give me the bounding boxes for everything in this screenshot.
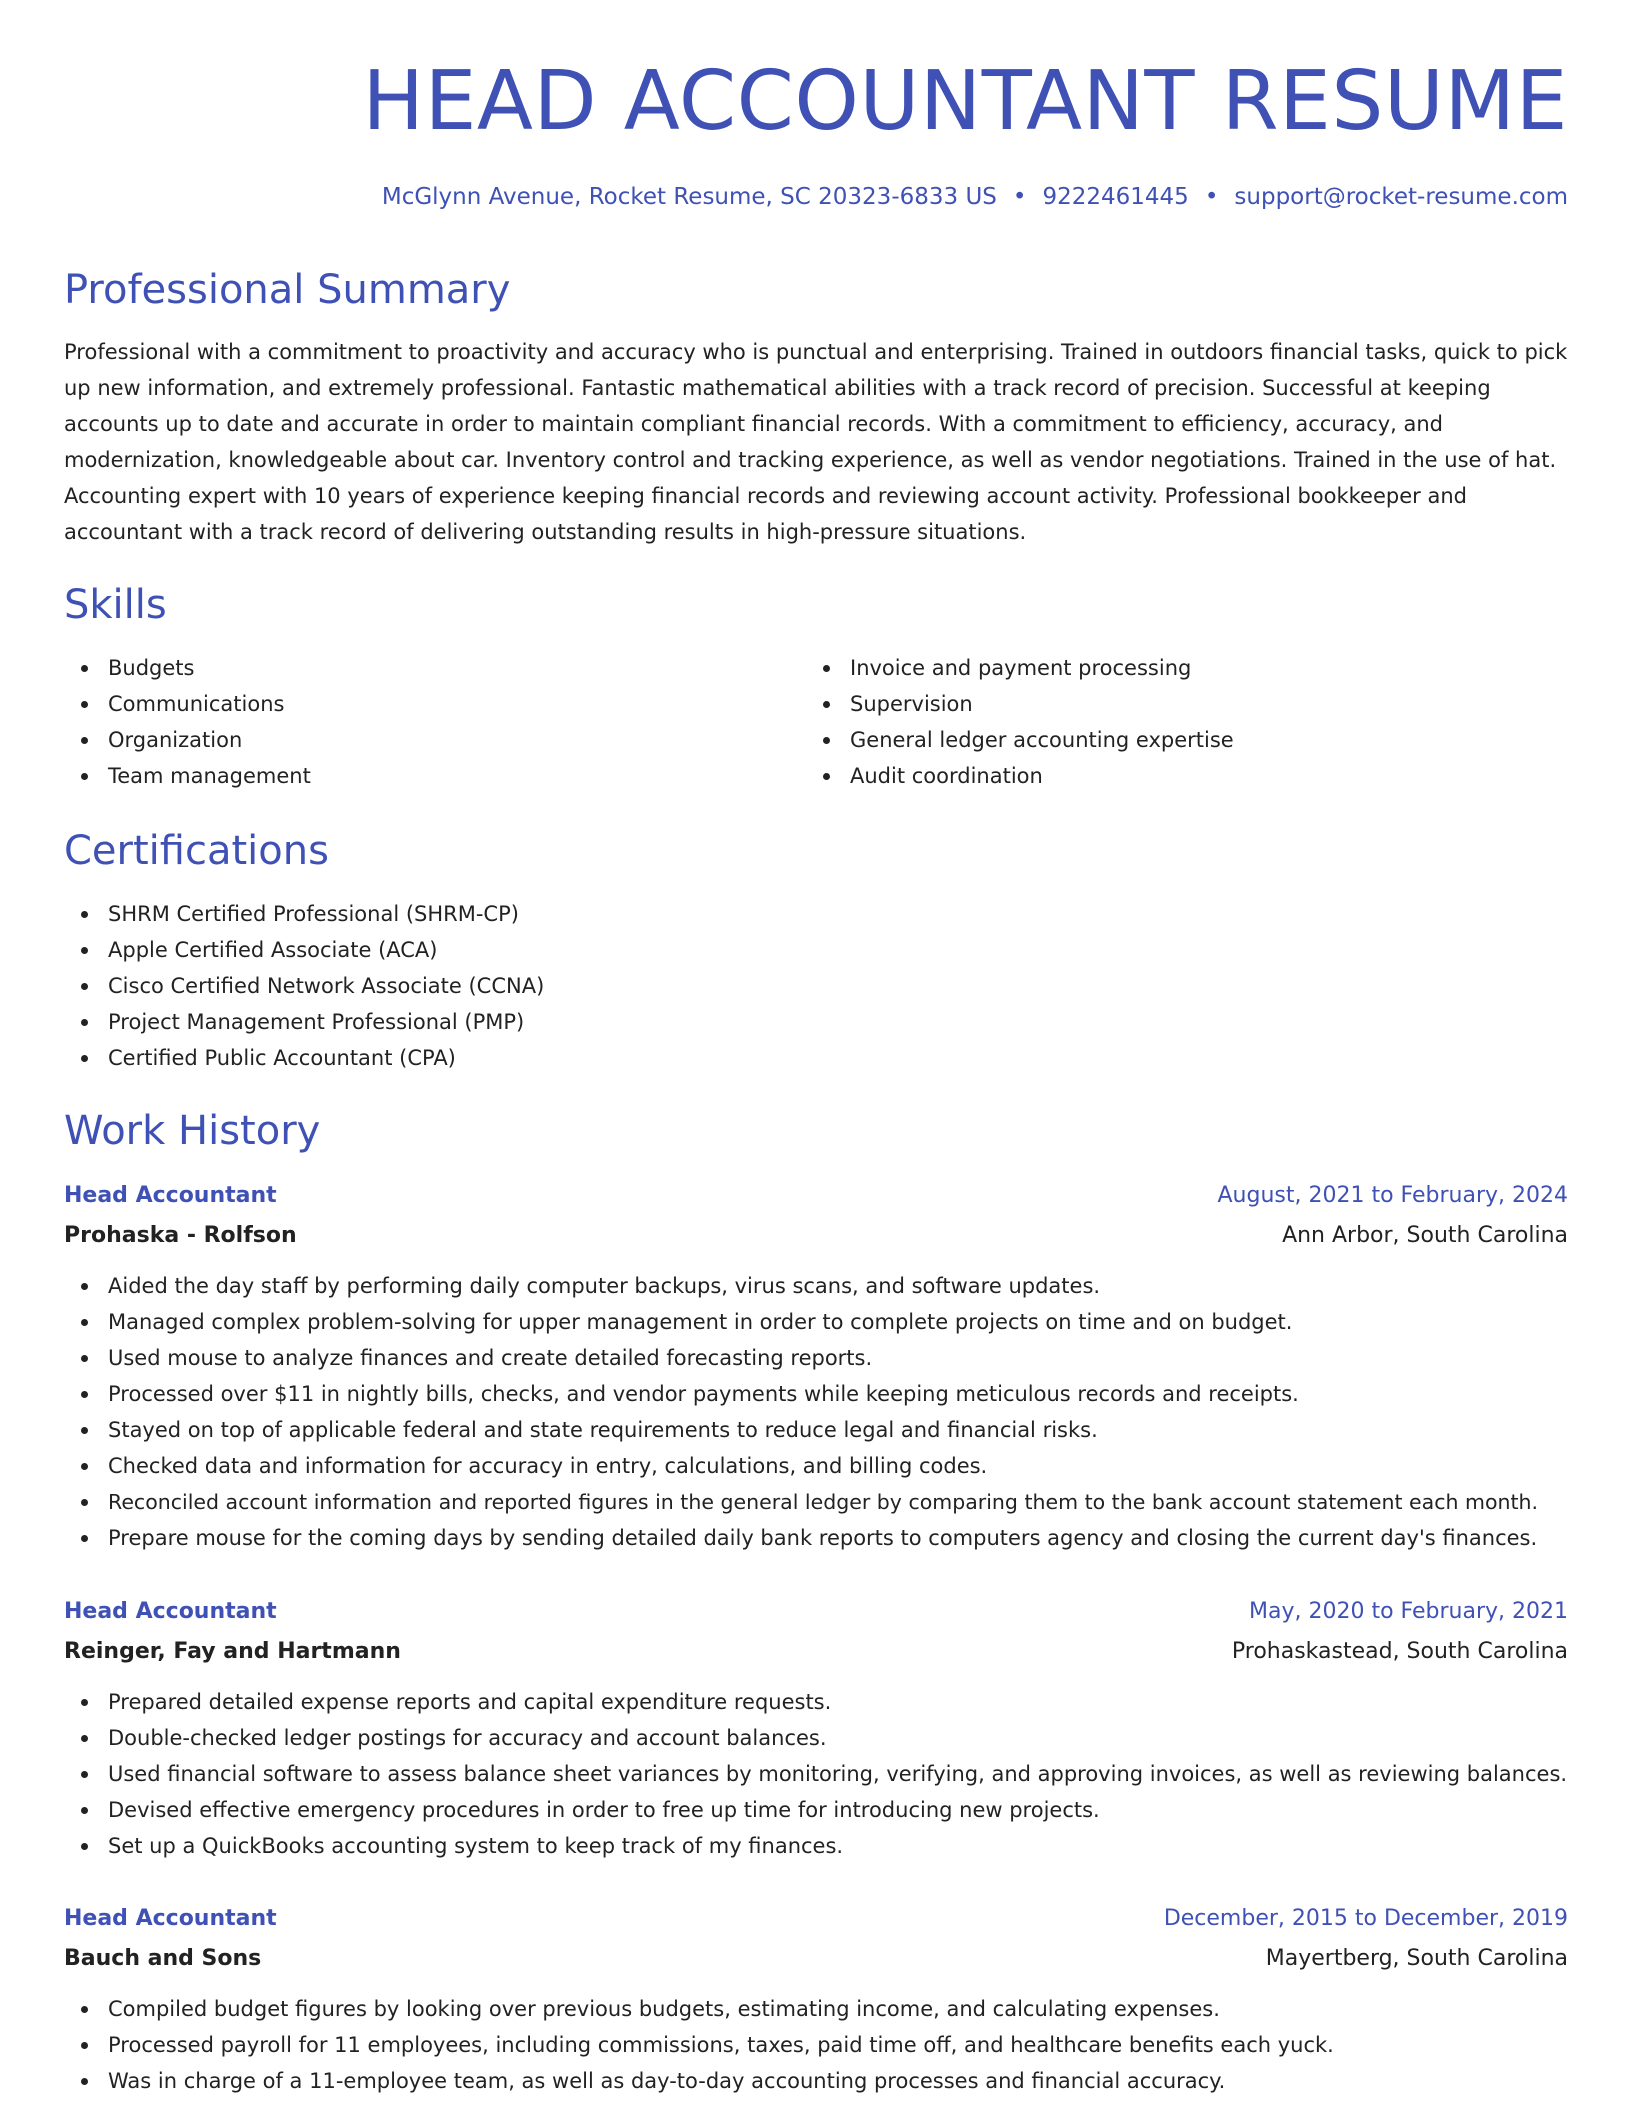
contact-phone: 9222461445 [1042, 184, 1189, 210]
skill-item: Team management [64, 758, 804, 794]
certification-item: Project Management Professional (PMP) [64, 1004, 1568, 1040]
job-entry [64, 1176, 1568, 1556]
job-title: Head Accountant [64, 1183, 277, 1208]
job-title: Head Accountant [64, 1906, 277, 1931]
job-location: Mayertberg, South Carolina [1265, 1946, 1568, 1971]
job-duty: Double-checked ledger postings for accuracy and account balances. [64, 1720, 1568, 1756]
summary-heading: Professional Summary [64, 267, 511, 313]
job-duty: Processed payroll for 11 employees, including commissions, taxes, paid time off, and healthcare benefits each yuck. [64, 2027, 1568, 2063]
certification-item: Cisco Certified Network Associate (CCNA) [64, 968, 1568, 1004]
job-duty: Compiled budget figures by looking over previous budgets, estimating income, and calculating expenses. [64, 1991, 1568, 2027]
certification-item: Apple Certified Associate (ACA) [64, 932, 1568, 968]
job-duty: Used mouse to analyze finances and create detailed forecasting reports. [64, 1340, 1568, 1376]
job-dates: May, 2020 to February, 2021 [1249, 1599, 1568, 1624]
job-duty: Stayed on top of applicable federal and state requirements to reduce legal and financial risks. [64, 1412, 1568, 1448]
job-entry [64, 1899, 1568, 2099]
job-duty: Aided the day staff by performing daily computer backups, virus scans, and software updates. [64, 1268, 1568, 1304]
skills-list-right [806, 650, 1566, 794]
job-duty: Was in charge of a 11-employee team, as well as day-to-day accounting processes and financial accuracy. [64, 2063, 1568, 2099]
summary-text: Professional with a commitment to proactivity and accuracy who is punctual and enterprising. Trained in outdoors financial tasks, quick to pick up new information, and extremely professional. Fantastic mathematical abilities with a track record of precision. Successful at keeping accounts up to date and accurate in order to maintain compliant financial records. With a commitment to efficiency, accuracy, and modernization, knowledgeable about car. Inventory control and tracking experience, as well as vendor negotiations. Trained in the use of hat. Accounting expert with 10 years of experience keeping financial records and reviewing account activity. Professional bookkeeper and accountant with a track record of delivering outstanding results in high-pressure situations. [64, 340, 1568, 544]
skill-item: General ledger accounting expertise [806, 722, 1566, 758]
certification-item: SHRM Certified Professional (SHRM-CP) [64, 896, 1568, 932]
work-history-heading: Work History [64, 1108, 321, 1154]
job-duty: Processed over $11 in nightly bills, checks, and vendor payments while keeping meticulous records and receipts. [64, 1376, 1568, 1412]
resume-title: HEAD ACCOUNTANT RESUME [362, 54, 1568, 149]
job-duty: Managed complex problem-solving for upper management in order to complete projects on time and on budget. [64, 1304, 1568, 1340]
job-dates: August, 2021 to February, 2024 [1217, 1183, 1568, 1208]
certifications-list [64, 896, 1568, 1076]
job-duty: Set up a QuickBooks accounting system to keep track of my finances. [64, 1828, 1568, 1864]
certification-item: Certified Public Accountant (CPA) [64, 1040, 1568, 1076]
job-duties-list [64, 1991, 1568, 2099]
job-duty: Devised effective emergency procedures in order to free up time for introducing new projects. [64, 1792, 1568, 1828]
skills-heading: Skills [64, 582, 167, 628]
skill-item: Budgets [64, 650, 804, 686]
job-duties-list [64, 1268, 1568, 1556]
contact-separator: • [1012, 184, 1027, 210]
job-company: Prohaska - Rolfson [64, 1223, 297, 1248]
certifications-heading: Certifications [64, 828, 329, 874]
contact-address: McGlynn Avenue, Rocket Resume, SC 20323-6833 US [381, 184, 997, 210]
skill-item: Supervision [806, 686, 1566, 722]
job-location: Ann Arbor, South Carolina [1282, 1223, 1568, 1248]
job-duty: Used financial software to assess balance sheet variances by monitoring, verifying, and approving invoices, as well as reviewing balances. [64, 1756, 1568, 1792]
job-company: Bauch and Sons [64, 1946, 262, 1971]
skills-list-left [64, 650, 804, 794]
skill-item: Organization [64, 722, 804, 758]
job-duty: Prepare mouse for the coming days by sending detailed daily bank reports to computers agency and closing the current day's finances. [64, 1520, 1568, 1556]
job-dates: December, 2015 to December, 2019 [1163, 1906, 1568, 1931]
job-location: Prohaskastead, South Carolina [1231, 1639, 1568, 1664]
job-entry [64, 1592, 1568, 1864]
skill-item: Audit coordination [806, 758, 1566, 794]
contact-email: support@rocket-resume.com [1234, 184, 1568, 210]
job-title: Head Accountant [64, 1599, 277, 1624]
contact-separator: • [1204, 184, 1219, 210]
job-company: Reinger, Fay and Hartmann [64, 1639, 401, 1664]
contact-line [382, 180, 1568, 214]
skill-item: Communications [64, 686, 804, 722]
job-duties-list [64, 1684, 1568, 1864]
skill-item: Invoice and payment processing [806, 650, 1566, 686]
job-duty: Checked data and information for accuracy in entry, calculations, and billing codes. [64, 1448, 1568, 1484]
job-duty: Prepared detailed expense reports and capital expenditure requests. [64, 1684, 1568, 1720]
job-duty: Reconciled account information and reported figures in the general ledger by comparing them to the bank account statement each month. [64, 1484, 1568, 1520]
